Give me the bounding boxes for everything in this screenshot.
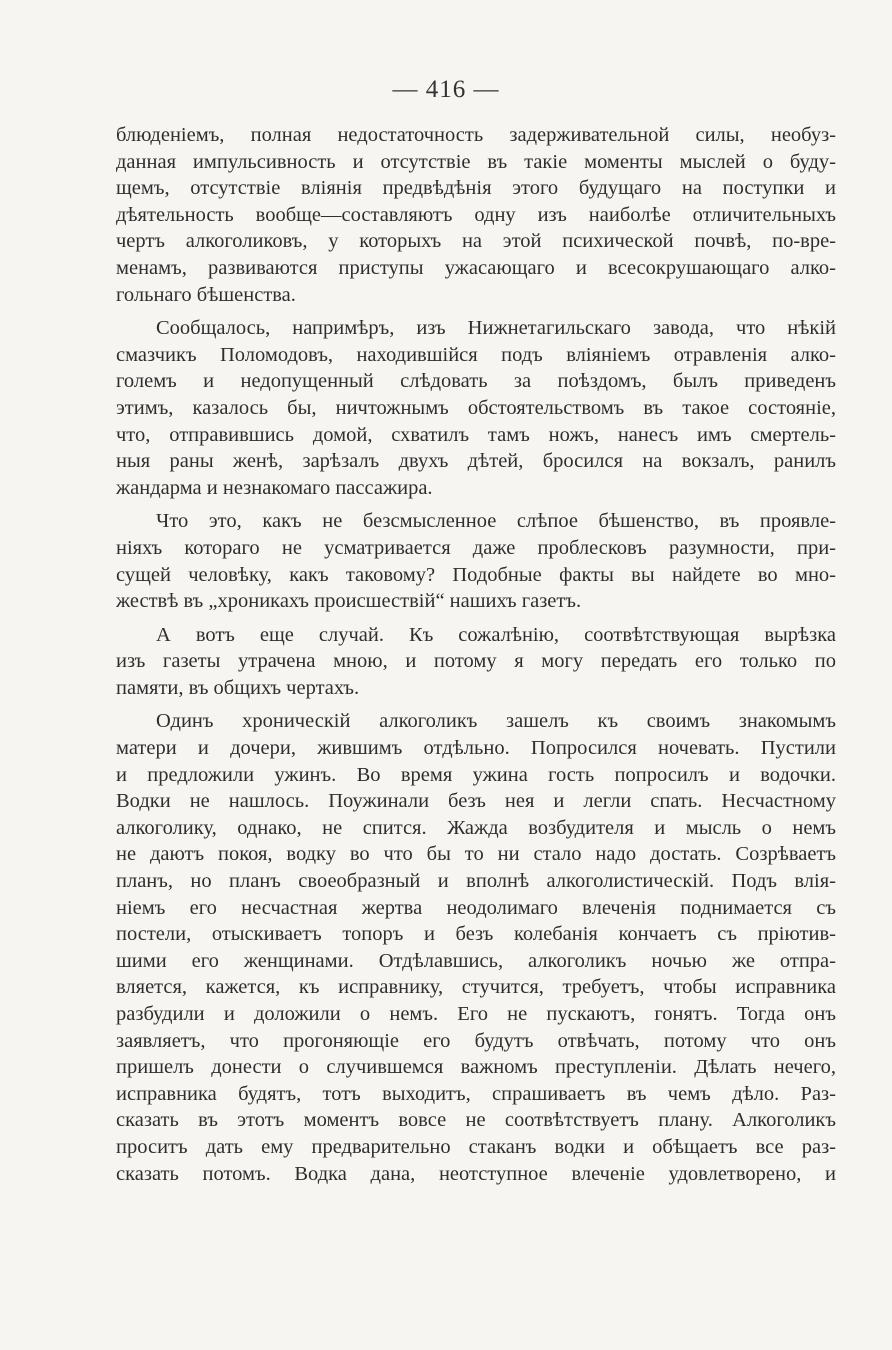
text-line: проситъ дать ему предварительно стаканъ водки и обѣщаетъ все раз- [116,1135,836,1158]
text-line: ніемъ его несчастная жертва неодолимаго влеченія поднимается съ [116,896,836,919]
text-line: щемъ, отсутствіе вліянія предвѣдѣнія этого будущаго на поступки и [116,177,836,200]
text-line: Водки не нашлось. Поужинали безъ нея и легли спать. Несчастному [116,790,836,813]
paragraph-5 [116,708,836,1187]
paragraph-1 [116,122,836,308]
text-line: големъ и недопущенный слѣдовать за поѣздомъ, былъ приведенъ [116,370,836,393]
text-line: дѣятельность вообще—составляютъ одну изъ наиболѣе отличительныхъ [116,203,836,226]
text-line: сказать потомъ. Водка дана, неотступное влеченіе удовлетворено, и [116,1162,836,1185]
text-line: не даютъ покоя, водку во что бы то ни стало надо достать. Созрѣваетъ [116,843,836,866]
text-line: жествѣ въ „хроникахъ происшествій“ нашихъ газетъ. [116,590,582,613]
text-line: менамъ, развиваются приступы ужасающаго и всесокрушающаго алко- [116,256,836,279]
text-line: изъ газеты утрачена мною, и потому я могу передать его только по [116,650,836,673]
text-line: сущей человѣку, какъ таковому? Подобные факты вы найдете во мно- [116,563,836,586]
paragraph-2 [116,315,836,501]
text-line: А вотъ еще случай. Къ сожалѣнію, соотвѣтствующая вырѣзка [156,623,836,646]
text-line: заявляетъ, что прогоняющіе его будутъ отвѣчать, потому что онъ [116,1029,836,1052]
text-line: шими его женщинами. Отдѣлавшись, алкоголикъ ночью же отпра- [116,949,836,972]
text-line: что, отправившись домой, схватилъ тамъ ножъ, нанесъ имъ смертель- [116,423,836,446]
text-line: планъ, но планъ своеобразный и вполнѣ алкоголистическій. Подъ влія- [116,870,836,893]
text-line: пришелъ донести о случившемся важномъ преступленіи. Дѣлать нечего, [116,1056,836,1079]
text-line: Сообщалось, напримѣръ, изъ Нижнетагильскаго завода, что нѣкій [156,317,836,340]
page-number: — 416 — [392,76,500,103]
text-line: памяти, въ общихъ чертахъ. [116,676,360,699]
text-line: сказать въ этотъ моментъ вовсе не соотвѣтствуетъ плану. Алкоголикъ [116,1109,836,1132]
text-line: постели, отыскиваетъ топоръ и безъ колебанія кончаетъ съ пріютив- [116,923,836,946]
paragraph-4 [116,622,836,702]
text-line: вляется, кажется, къ исправнику, стучится, требуетъ, чтобы исправника [116,976,836,999]
text-line: этимъ, казалось бы, ничтожнымъ обстоятельствомъ въ такое состояніе, [116,396,836,419]
text-line: ныя раны женѣ, зарѣзалъ двухъ дѣтей, бросился на вокзалъ, ранилъ [116,450,836,473]
text-line: блюденіемъ, полная недостаточность задерживательной силы, необуз- [116,124,836,146]
text-line: разбудили и доложили о немъ. Его не пускаютъ, гонятъ. Тогда онъ [116,1003,836,1025]
text-line: матери и дочери, жившимъ отдѣльно. Попросился ночевать. Пустили [116,737,836,760]
text-line: гольнаго бѣшенства. [116,283,296,306]
text-line: исправника будятъ, тотъ выходитъ, спрашиваетъ въ чемъ дѣло. Раз- [116,1082,836,1105]
text-line: жандарма и незнакомаго пассажира. [116,476,433,499]
text-line: чертъ алкоголиковъ, у которыхъ на этой психической почвѣ, по-вре- [116,230,836,253]
text-line: Что это, какъ не безсмысленное слѣпое бѣшенство, въ проявле- [156,510,836,533]
paragraph-3 [116,508,836,614]
text-line: алкоголику, однако, не спится. Жажда возбудителя и мысль о немъ [116,816,836,839]
text-line: смазчикъ Поломодовъ, находившійся подъ вліяніемъ отравленія алко- [116,343,836,366]
text-line: данная импульсивность и отсутствіе въ такіе моменты мыслей о буду- [116,150,836,173]
text-line: и предложили ужинъ. Во время ужина гость попросилъ и водочки. [116,763,836,786]
text-line: Одинъ хроническій алкоголикъ зашелъ къ своимъ знакомымъ [156,710,836,733]
text-line: ніяхъ котораго не усматривается даже проблесковъ разумности, при- [116,536,836,559]
body-text [116,122,836,1187]
